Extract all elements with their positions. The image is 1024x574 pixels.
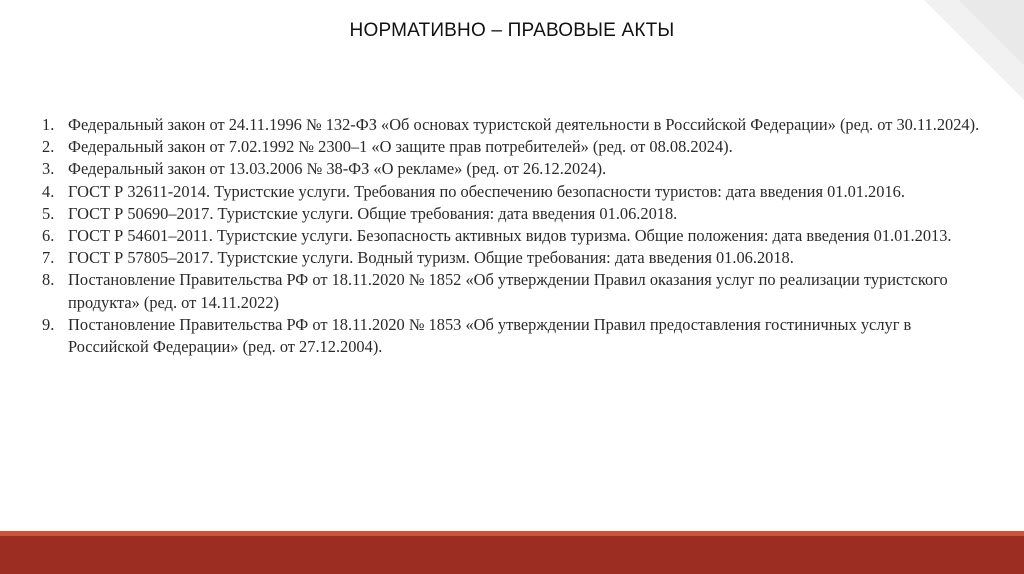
list-item-text: ГОСТ Р 54601–2011. Туристские услуги. Безопасность активных видов туризма. Общие положения: дата введения 01.01.2013. — [68, 226, 952, 246]
list-item-number: 8. — [42, 270, 55, 290]
page-title: НОРМАТИВНО – ПРАВОВЫЕ АКТЫ — [349, 20, 675, 41]
footer-band — [0, 536, 1024, 574]
list-item — [42, 225, 992, 247]
list-item — [42, 158, 992, 180]
list-item-text: Постановление Правительства РФ от 18.11.2020 № 1853 «Об утверждении Правил предоставления гостиничных услуг в Российской Федерации» (ред. от 27.12.2004). — [68, 314, 912, 357]
list-item — [42, 269, 992, 313]
list-item — [42, 203, 992, 225]
corner-decoration — [904, 0, 1024, 100]
list-item — [42, 136, 992, 158]
list-item-number: 5. — [42, 203, 55, 223]
list-item — [42, 181, 992, 203]
list-item-number: 9. — [42, 314, 55, 334]
list-item-number: 3. — [42, 159, 55, 179]
list-item-text: Постановление Правительства РФ от 18.11.2020 № 1852 «Об утверждении Правил оказания услуг по реализации туристского продукта» (ред. от 14.11.2022) — [68, 270, 948, 312]
list-item-text: ГОСТ Р 50690–2017. Туристские услуги. Общие требования: дата введения 01.06.2018. — [68, 203, 678, 223]
list-item — [42, 314, 992, 358]
list-item — [42, 247, 992, 269]
list-item-number: 6. — [42, 226, 55, 246]
list-item-number: 7. — [42, 248, 55, 268]
list-item-number: 4. — [42, 181, 55, 201]
list-item-text: ГОСТ Р 57805–2017. Туристские услуги. Водный туризм. Общие требования: дата введения 01.06.2018. — [68, 248, 794, 268]
list-item-text: ГОСТ Р 32611-2014. Туристские услуги. Требования по обеспечению безопасности туристов: дата введения 01.01.2016. — [68, 181, 905, 201]
list-item-text: Федеральный закон от 7.02.1992 № 2300–1 «О защите прав потребителей» (ред. от 08.08.2024). — [68, 137, 733, 157]
list-item-text: Федеральный закон от 13.03.2006 № 38-ФЗ «О рекламе» (ред. от 26.12.2024). — [68, 159, 607, 179]
list-item-number: 1. — [42, 115, 55, 134]
legal-acts-list — [42, 114, 992, 358]
list-item-number: 2. — [42, 137, 55, 157]
list-item — [42, 114, 992, 136]
list-item-text: Федеральный закон от 24.11.1996 № 132-ФЗ «Об основах туристской деятельности в Российской Федерации» (ред. от 30.11.2024). — [68, 115, 980, 134]
